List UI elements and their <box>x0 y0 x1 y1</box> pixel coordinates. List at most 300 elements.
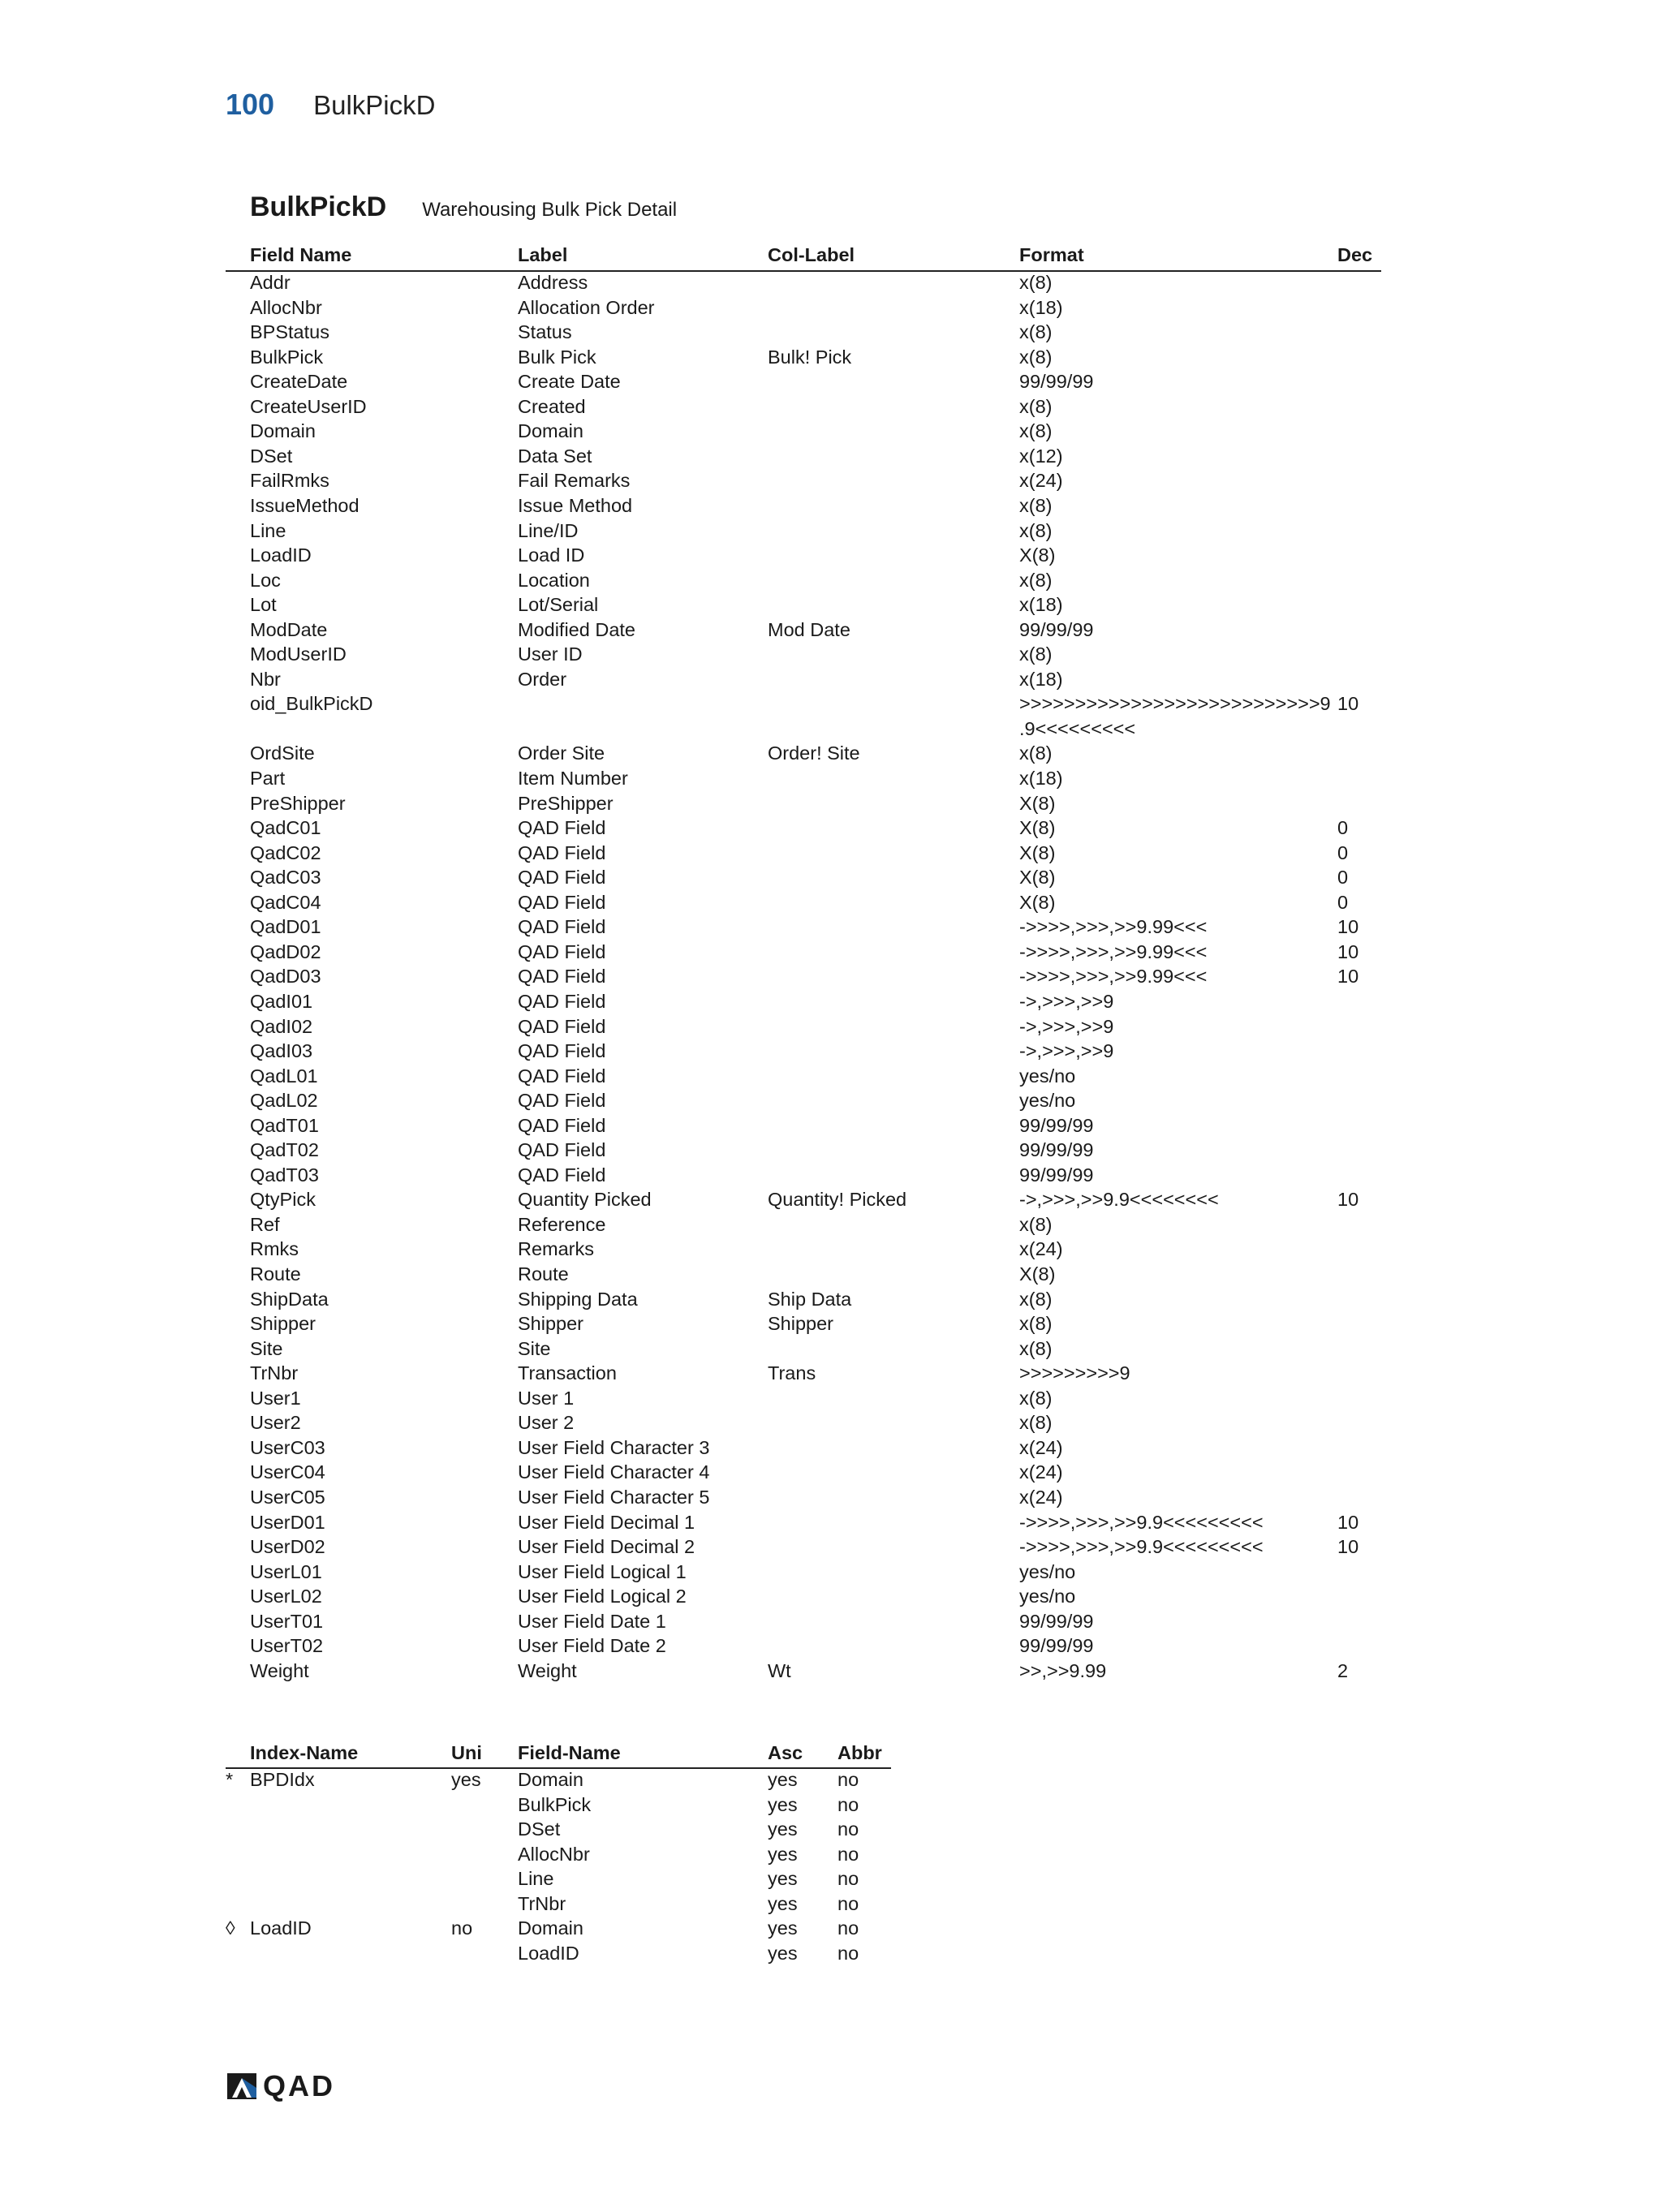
field-format: >>>>>>>>>>>>>>>>>>>>>>>>>>>9 <box>1019 693 1331 715</box>
field-dec: 10 <box>1337 1511 1359 1533</box>
page-number: 100 <box>226 88 275 121</box>
fields-header-row <box>0 240 1662 269</box>
field-label: Bulk Pick <box>518 346 596 368</box>
field-label: Item Number <box>518 768 628 789</box>
table-row <box>0 717 1662 742</box>
field-label: Load ID <box>518 544 585 566</box>
field-name: QtyPick <box>250 1189 316 1211</box>
table-row <box>0 1633 1662 1659</box>
index-asc: yes <box>768 1769 798 1790</box>
field-format: 99/99/99 <box>1019 1164 1094 1186</box>
field-col-label: Mod Date <box>768 618 850 640</box>
field-format: ->,>>>,>>9 <box>1019 1040 1114 1062</box>
field-label: Created <box>518 395 586 417</box>
table-row <box>0 320 1662 345</box>
field-label: Order Site <box>518 742 605 764</box>
index-field-name: LoadID <box>518 1942 579 1964</box>
field-name: UserD02 <box>250 1536 325 1558</box>
table-row <box>0 1311 1662 1336</box>
field-label: PreShipper <box>518 792 614 814</box>
field-name: User1 <box>250 1387 301 1409</box>
index-abbr: no <box>837 1769 859 1790</box>
field-format: x(8) <box>1019 1288 1053 1310</box>
field-dec: 10 <box>1337 916 1359 938</box>
field-label: Shipping Data <box>518 1288 638 1310</box>
field-format: X(8) <box>1019 544 1056 566</box>
table-row <box>0 295 1662 321</box>
field-name: QadC02 <box>250 841 321 863</box>
field-format: x(8) <box>1019 420 1053 442</box>
table-row <box>0 865 1662 890</box>
field-dec: 10 <box>1337 940 1359 962</box>
header-asc: Asc <box>768 1742 803 1763</box>
field-dec: 10 <box>1337 1189 1359 1211</box>
field-label: QAD Field <box>518 867 606 889</box>
table-row <box>0 468 1662 493</box>
header-index-name: Index-Name <box>250 1742 359 1763</box>
field-label: QAD Field <box>518 891 606 913</box>
field-name: Lot <box>250 594 277 616</box>
table-row <box>0 691 1662 717</box>
field-format: ->,>>>,>>9 <box>1019 990 1114 1012</box>
field-format: x(8) <box>1019 1412 1053 1434</box>
field-dec: 0 <box>1337 841 1349 863</box>
field-label: QAD Field <box>518 817 606 839</box>
index-marker: ◊ <box>226 1917 235 1939</box>
index-abbr: no <box>837 1818 859 1840</box>
field-name: QadD01 <box>250 916 321 938</box>
field-label: QAD Field <box>518 1090 606 1112</box>
field-label: Issue Method <box>518 494 633 516</box>
field-name: UserC05 <box>250 1486 325 1508</box>
table-row <box>0 1064 1662 1089</box>
table-row <box>0 642 1662 667</box>
field-format: x(8) <box>1019 1337 1053 1359</box>
field-format: x(8) <box>1019 569 1053 591</box>
field-label: User ID <box>518 643 583 665</box>
field-format: x(8) <box>1019 321 1053 343</box>
field-name: Addr <box>250 272 291 293</box>
index-row <box>0 1891 1662 1917</box>
field-label: QAD Field <box>518 966 606 988</box>
field-format: x(18) <box>1019 668 1063 690</box>
index-asc: yes <box>768 1818 798 1840</box>
field-format: ->,>>>,>>9.9<<<<<<<< <box>1019 1189 1219 1211</box>
field-name: QadI01 <box>250 990 313 1012</box>
index-header-row <box>0 1738 1662 1767</box>
table-row <box>0 369 1662 394</box>
field-label: User 2 <box>518 1412 575 1434</box>
field-name: BulkPick <box>250 346 324 368</box>
field-name: IssueMethod <box>250 494 360 516</box>
field-label: Allocation Order <box>518 296 655 318</box>
index-unique: yes <box>451 1769 481 1790</box>
index-name: BPDIdx <box>250 1769 315 1790</box>
field-label: Data Set <box>518 445 592 467</box>
index-row <box>0 1916 1662 1941</box>
table-row <box>0 1138 1662 1163</box>
table-title <box>250 192 677 223</box>
header-format: Format <box>1019 244 1084 265</box>
field-format: ->>>>,>>>,>>9.99<<< <box>1019 940 1208 962</box>
table-row <box>0 1113 1662 1138</box>
field-name: QadI02 <box>250 1015 313 1037</box>
field-name: Part <box>250 768 286 789</box>
field-label: User Field Character 4 <box>518 1461 710 1483</box>
field-label: Shipper <box>518 1313 583 1335</box>
table-row <box>0 989 1662 1014</box>
table-row <box>0 841 1662 866</box>
table-row <box>0 1361 1662 1386</box>
field-name: Nbr <box>250 668 281 690</box>
field-format: yes/no <box>1019 1065 1076 1087</box>
table-row <box>0 1336 1662 1362</box>
qad-logo-icon <box>226 2072 258 2101</box>
header-field-name: Field Name <box>250 244 352 265</box>
field-format: x(12) <box>1019 445 1063 467</box>
field-name: oid_BulkPickD <box>250 693 373 715</box>
field-col-label: Ship Data <box>768 1288 852 1310</box>
field-name: AllocNbr <box>250 296 322 318</box>
field-label: QAD Field <box>518 1114 606 1136</box>
field-name: UserT02 <box>250 1635 324 1657</box>
page-header <box>226 88 435 133</box>
field-format: >>>>>>>>>9 <box>1019 1362 1130 1384</box>
field-label: User Field Date 1 <box>518 1610 666 1632</box>
field-name: QadL01 <box>250 1065 318 1087</box>
table-row <box>0 1212 1662 1237</box>
index-row <box>0 1842 1662 1867</box>
index-marker: * <box>226 1769 234 1790</box>
field-format: ->>>>,>>>,>>9.9<<<<<<<<< <box>1019 1511 1264 1533</box>
field-format: x(8) <box>1019 494 1053 516</box>
field-format: x(24) <box>1019 470 1063 492</box>
table-description: Warehousing Bulk Pick Detail <box>422 199 678 221</box>
field-format: x(18) <box>1019 296 1063 318</box>
field-name: QadI03 <box>250 1040 313 1062</box>
table-row <box>0 816 1662 841</box>
table-row <box>0 1485 1662 1510</box>
table-row <box>0 1560 1662 1585</box>
table-row <box>0 519 1662 544</box>
field-name: FailRmks <box>250 470 329 492</box>
field-name: Rmks <box>250 1238 299 1260</box>
field-name: BPStatus <box>250 321 329 343</box>
field-label: User Field Logical 2 <box>518 1586 687 1607</box>
field-dec: 0 <box>1337 817 1349 839</box>
field-name: Loc <box>250 569 281 591</box>
field-format: x(8) <box>1019 519 1053 541</box>
table-row <box>0 914 1662 940</box>
index-asc: yes <box>768 1892 798 1914</box>
table-row <box>0 1510 1662 1535</box>
table-row <box>0 1163 1662 1188</box>
index-row <box>0 1866 1662 1891</box>
field-format: x(18) <box>1019 594 1063 616</box>
field-label: User Field Character 3 <box>518 1436 710 1458</box>
field-col-label: Bulk! Pick <box>768 346 852 368</box>
table-row <box>0 964 1662 989</box>
field-name: QadD03 <box>250 966 321 988</box>
field-label: Fail Remarks <box>518 470 631 492</box>
table-row <box>0 940 1662 965</box>
index-abbr: no <box>837 1843 859 1865</box>
field-name: ShipData <box>250 1288 329 1310</box>
field-name: OrdSite <box>250 742 315 764</box>
table-row <box>0 444 1662 469</box>
field-format: yes/no <box>1019 1560 1076 1582</box>
index-row <box>0 1941 1662 1966</box>
index-abbr: no <box>837 1868 859 1889</box>
field-dec: 0 <box>1337 891 1349 913</box>
field-label: QAD Field <box>518 841 606 863</box>
field-label: User Field Decimal 2 <box>518 1536 695 1558</box>
field-format: x(8) <box>1019 643 1053 665</box>
field-label: User Field Decimal 1 <box>518 1511 695 1533</box>
field-name: QadC03 <box>250 867 321 889</box>
table-row <box>0 1460 1662 1485</box>
header-index-field-name: Field-Name <box>518 1742 621 1763</box>
field-name: Route <box>250 1263 301 1285</box>
index-name: LoadID <box>250 1917 312 1939</box>
header-dec: Dec <box>1337 244 1373 265</box>
field-label: User Field Date 2 <box>518 1635 666 1657</box>
index-abbr: no <box>837 1793 859 1815</box>
table-row <box>0 1609 1662 1634</box>
field-format: X(8) <box>1019 792 1056 814</box>
index-field-name: DSet <box>518 1818 561 1840</box>
field-col-label: Shipper <box>768 1313 833 1335</box>
field-name: UserC04 <box>250 1461 325 1483</box>
field-format: yes/no <box>1019 1090 1076 1112</box>
field-name: CreateUserID <box>250 395 367 417</box>
field-name: UserL01 <box>250 1560 322 1582</box>
field-format: X(8) <box>1019 841 1056 863</box>
field-format: yes/no <box>1019 1586 1076 1607</box>
field-name: UserL02 <box>250 1586 322 1607</box>
field-label: Transaction <box>518 1362 617 1384</box>
table-row <box>0 741 1662 766</box>
field-format: x(24) <box>1019 1238 1063 1260</box>
field-name: QadT02 <box>250 1139 319 1161</box>
field-format: x(8) <box>1019 346 1053 368</box>
header-abbr: Abbr <box>837 1742 882 1763</box>
field-name: QadT03 <box>250 1164 319 1186</box>
field-label: Domain <box>518 420 583 442</box>
field-name: Ref <box>250 1213 280 1235</box>
table-row <box>0 493 1662 519</box>
index-asc: yes <box>768 1793 798 1815</box>
logo-text: QAD <box>263 2069 335 2102</box>
field-label: QAD Field <box>518 1015 606 1037</box>
table-row <box>0 1014 1662 1039</box>
field-label: QAD Field <box>518 940 606 962</box>
field-label: Location <box>518 569 590 591</box>
table-row <box>0 419 1662 444</box>
index-unique: no <box>451 1917 473 1939</box>
field-label: Address <box>518 272 588 293</box>
field-name: QadD02 <box>250 940 321 962</box>
field-name: ModUserID <box>250 643 347 665</box>
index-abbr: no <box>837 1892 859 1914</box>
index-field-name: Domain <box>518 1917 583 1939</box>
table-row <box>0 1187 1662 1212</box>
table-row <box>0 1039 1662 1064</box>
index-abbr: no <box>837 1917 859 1939</box>
field-dec: 10 <box>1337 966 1359 988</box>
page-header-title: BulkPickD <box>313 90 436 120</box>
field-name: DSet <box>250 445 293 467</box>
field-name: User2 <box>250 1412 301 1434</box>
index-asc: yes <box>768 1942 798 1964</box>
field-label: Remarks <box>518 1238 595 1260</box>
table-row <box>0 1237 1662 1262</box>
field-label: Modified Date <box>518 618 635 640</box>
field-name: CreateDate <box>250 371 348 393</box>
field-format: x(24) <box>1019 1436 1063 1458</box>
footer-logo <box>226 2069 335 2103</box>
field-format: X(8) <box>1019 891 1056 913</box>
table-row <box>0 618 1662 643</box>
table-row <box>0 568 1662 593</box>
field-label: Status <box>518 321 572 343</box>
field-dec: 10 <box>1337 1536 1359 1558</box>
table-row <box>0 543 1662 568</box>
field-format: >>,>>9.99 <box>1019 1659 1107 1681</box>
field-name: QadC01 <box>250 817 321 839</box>
table-row <box>0 1534 1662 1560</box>
field-format: 99/99/99 <box>1019 618 1094 640</box>
field-label: Quantity Picked <box>518 1189 652 1211</box>
field-dec: 0 <box>1337 867 1349 889</box>
table-name: BulkPickD <box>250 192 387 222</box>
table-row <box>0 1262 1662 1287</box>
field-label: Weight <box>518 1659 577 1681</box>
index-asc: yes <box>768 1917 798 1939</box>
field-col-label: Order! Site <box>768 742 860 764</box>
index-field-name: Line <box>518 1868 554 1889</box>
field-col-label: Wt <box>768 1659 791 1681</box>
table-row <box>0 1584 1662 1609</box>
field-format: X(8) <box>1019 817 1056 839</box>
field-format: x(8) <box>1019 1387 1053 1409</box>
table-row <box>0 1386 1662 1411</box>
table-row <box>0 890 1662 915</box>
field-col-label: Quantity! Picked <box>768 1189 907 1211</box>
table-row <box>0 1088 1662 1113</box>
table-row <box>0 1435 1662 1461</box>
field-label: QAD Field <box>518 1139 606 1161</box>
field-name: QadL02 <box>250 1090 318 1112</box>
field-dec: 10 <box>1337 693 1359 715</box>
field-name: PreShipper <box>250 792 346 814</box>
index-field-name: TrNbr <box>518 1892 566 1914</box>
table-row <box>0 1410 1662 1435</box>
field-label: Lot/Serial <box>518 594 599 616</box>
field-format: x(24) <box>1019 1461 1063 1483</box>
field-name: TrNbr <box>250 1362 299 1384</box>
table-row <box>0 766 1662 791</box>
index-row <box>0 1767 1662 1792</box>
index-abbr: no <box>837 1942 859 1964</box>
field-name: UserT01 <box>250 1610 324 1632</box>
field-name: LoadID <box>250 544 312 566</box>
field-format: x(8) <box>1019 1313 1053 1335</box>
field-format: x(8) <box>1019 742 1053 764</box>
field-label: Site <box>518 1337 551 1359</box>
field-format: ->>>>,>>>,>>9.99<<< <box>1019 916 1208 938</box>
field-format: .9<<<<<<<<< <box>1019 717 1136 739</box>
field-format: ->>>>,>>>,>>9.9<<<<<<<<< <box>1019 1536 1264 1558</box>
field-label: QAD Field <box>518 1065 606 1087</box>
field-label: QAD Field <box>518 1040 606 1062</box>
index-field-name: Domain <box>518 1769 583 1790</box>
header-label: Label <box>518 244 568 265</box>
field-name: Line <box>250 519 286 541</box>
index-row <box>0 1817 1662 1842</box>
field-format: x(24) <box>1019 1486 1063 1508</box>
field-format: X(8) <box>1019 867 1056 889</box>
table-row <box>0 1659 1662 1684</box>
field-label: User Field Logical 1 <box>518 1560 687 1582</box>
table-row <box>0 345 1662 370</box>
field-label: Order <box>518 668 567 690</box>
field-format: ->>>>,>>>,>>9.99<<< <box>1019 966 1208 988</box>
field-label: Create Date <box>518 371 621 393</box>
field-name: QadT01 <box>250 1114 319 1136</box>
field-label: QAD Field <box>518 1164 606 1186</box>
table-row <box>0 667 1662 692</box>
field-format: X(8) <box>1019 1263 1056 1285</box>
header-uni: Uni <box>451 1742 482 1763</box>
index-asc: yes <box>768 1868 798 1889</box>
field-name: Site <box>250 1337 283 1359</box>
field-format: x(8) <box>1019 395 1053 417</box>
field-format: 99/99/99 <box>1019 1139 1094 1161</box>
field-format: 99/99/99 <box>1019 1114 1094 1136</box>
index-field-name: BulkPick <box>518 1793 592 1815</box>
index-asc: yes <box>768 1843 798 1865</box>
table-row <box>0 592 1662 618</box>
field-format: x(8) <box>1019 1213 1053 1235</box>
field-name: QadC04 <box>250 891 321 913</box>
field-format: x(18) <box>1019 768 1063 789</box>
field-name: ModDate <box>250 618 328 640</box>
field-name: Shipper <box>250 1313 316 1335</box>
index-row <box>0 1792 1662 1818</box>
field-name: UserC03 <box>250 1436 325 1458</box>
field-name: UserD01 <box>250 1511 325 1533</box>
field-format: 99/99/99 <box>1019 371 1094 393</box>
field-format: 99/99/99 <box>1019 1635 1094 1657</box>
field-name: Weight <box>250 1659 309 1681</box>
field-format: 99/99/99 <box>1019 1610 1094 1632</box>
field-label: QAD Field <box>518 990 606 1012</box>
field-format: x(8) <box>1019 272 1053 293</box>
table-row <box>0 270 1662 295</box>
field-label: Route <box>518 1263 569 1285</box>
field-col-label: Trans <box>768 1362 816 1384</box>
field-label: User Field Character 5 <box>518 1486 710 1508</box>
field-format: ->,>>>,>>9 <box>1019 1015 1114 1037</box>
table-row <box>0 791 1662 816</box>
table-row <box>0 394 1662 420</box>
field-label: Line/ID <box>518 519 579 541</box>
table-row <box>0 1287 1662 1312</box>
index-field-name: AllocNbr <box>518 1843 590 1865</box>
field-name: Domain <box>250 420 316 442</box>
field-dec: 2 <box>1337 1659 1349 1681</box>
